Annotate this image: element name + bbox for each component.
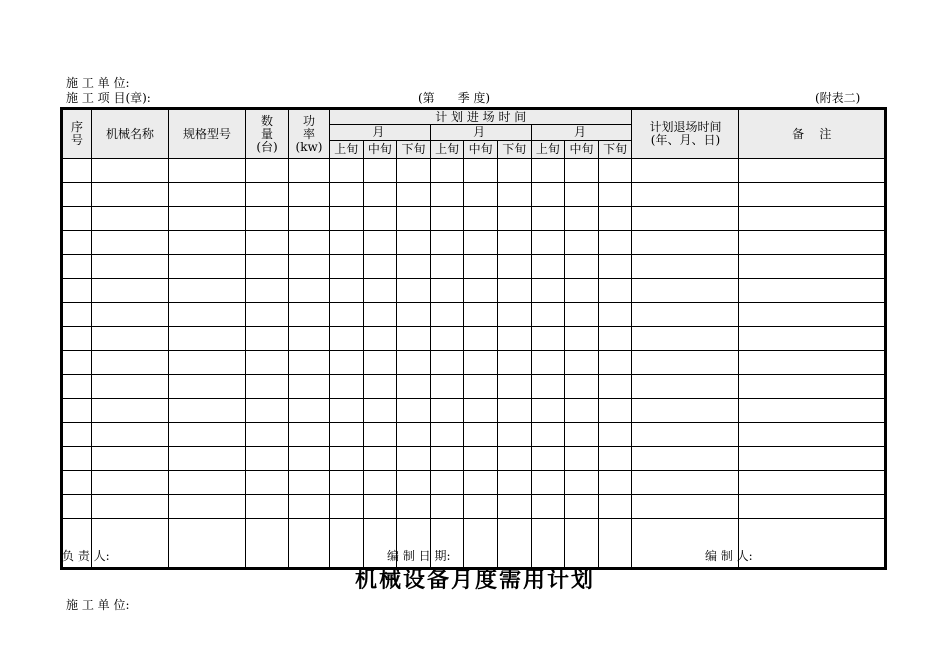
table-cell[interactable]: [289, 519, 330, 569]
table-cell[interactable]: [289, 423, 330, 447]
table-cell[interactable]: [92, 327, 169, 351]
table-cell[interactable]: [246, 255, 289, 279]
table-cell[interactable]: [169, 159, 246, 183]
table-cell[interactable]: [464, 255, 498, 279]
table-cell[interactable]: [397, 351, 431, 375]
table-cell[interactable]: [62, 255, 92, 279]
table-cell[interactable]: [464, 351, 498, 375]
table-cell[interactable]: [565, 303, 599, 327]
header-period-early: 上旬: [430, 141, 464, 159]
table-cell[interactable]: [531, 183, 565, 207]
table-row: [62, 183, 886, 207]
table-cell[interactable]: [330, 447, 364, 471]
table-cell[interactable]: [565, 159, 599, 183]
table-cell[interactable]: [363, 495, 397, 519]
table-cell[interactable]: [430, 231, 464, 255]
table-cell[interactable]: [169, 279, 246, 303]
table-row: [62, 279, 886, 303]
table-cell[interactable]: [62, 447, 92, 471]
table-cell[interactable]: [246, 231, 289, 255]
table-cell[interactable]: [246, 207, 289, 231]
table-row: [62, 327, 886, 351]
table-cell[interactable]: [565, 207, 599, 231]
table-cell[interactable]: [632, 399, 739, 423]
header-period-mid: 中旬: [363, 141, 397, 159]
table-cell[interactable]: [531, 399, 565, 423]
table-cell[interactable]: [289, 255, 330, 279]
table-cell[interactable]: [246, 279, 289, 303]
table-cell[interactable]: [531, 159, 565, 183]
table-cell[interactable]: [497, 183, 531, 207]
table-cell[interactable]: [430, 279, 464, 303]
table-cell[interactable]: [169, 303, 246, 327]
table-cell[interactable]: [169, 231, 246, 255]
table-cell[interactable]: [430, 495, 464, 519]
table-cell[interactable]: [464, 231, 498, 255]
table-cell[interactable]: [464, 207, 498, 231]
table-cell[interactable]: [363, 447, 397, 471]
table-cell[interactable]: [92, 159, 169, 183]
table-cell[interactable]: [363, 327, 397, 351]
table-cell[interactable]: [289, 327, 330, 351]
table-cell[interactable]: [632, 231, 739, 255]
table-cell[interactable]: [246, 375, 289, 399]
table-cell[interactable]: [92, 351, 169, 375]
appendix-label: (附表二): [815, 91, 861, 105]
table-cell[interactable]: [430, 159, 464, 183]
table-cell[interactable]: [464, 447, 498, 471]
table-cell[interactable]: [169, 207, 246, 231]
table-cell[interactable]: [397, 255, 431, 279]
table-cell[interactable]: [565, 255, 599, 279]
table-cell[interactable]: [330, 327, 364, 351]
table-cell[interactable]: [565, 399, 599, 423]
table-cell[interactable]: [739, 423, 886, 447]
header-power: 功 率 (kw): [289, 109, 330, 159]
table-cell[interactable]: [632, 471, 739, 495]
table-cell[interactable]: [565, 519, 599, 569]
table-cell[interactable]: [464, 423, 498, 447]
table-cell[interactable]: [598, 279, 632, 303]
table-cell[interactable]: [739, 495, 886, 519]
table-cell[interactable]: [397, 471, 431, 495]
table-cell[interactable]: [497, 255, 531, 279]
table-cell[interactable]: [565, 495, 599, 519]
table-cell[interactable]: [62, 423, 92, 447]
table-cell[interactable]: [397, 399, 431, 423]
table-cell[interactable]: [397, 279, 431, 303]
table-cell[interactable]: [62, 207, 92, 231]
table-cell[interactable]: [397, 447, 431, 471]
table-cell[interactable]: [531, 303, 565, 327]
table-cell[interactable]: [62, 183, 92, 207]
compiler-label: 编 制 人:: [705, 549, 753, 563]
table-cell[interactable]: [397, 183, 431, 207]
compile-date-label: 编 制 日 期:: [387, 549, 451, 563]
table-cell[interactable]: [397, 327, 431, 351]
table-cell[interactable]: [62, 327, 92, 351]
table-cell[interactable]: [397, 231, 431, 255]
table-cell[interactable]: [363, 279, 397, 303]
table-row: [62, 471, 886, 495]
table-cell[interactable]: [92, 495, 169, 519]
table-cell[interactable]: [497, 207, 531, 231]
table-cell[interactable]: [246, 159, 289, 183]
table-cell[interactable]: [632, 183, 739, 207]
table-cell[interactable]: [497, 471, 531, 495]
table-cell[interactable]: [430, 471, 464, 495]
table-cell[interactable]: [246, 399, 289, 423]
table-cell[interactable]: [531, 351, 565, 375]
table-cell[interactable]: [739, 183, 886, 207]
table-cell[interactable]: [430, 447, 464, 471]
table-cell[interactable]: [363, 231, 397, 255]
table-cell[interactable]: [363, 303, 397, 327]
table-cell[interactable]: [430, 183, 464, 207]
header-machine-name: 机械名称: [92, 109, 169, 159]
table-cell[interactable]: [739, 303, 886, 327]
table-cell[interactable]: [531, 447, 565, 471]
table-cell[interactable]: [565, 423, 599, 447]
table-cell[interactable]: [62, 495, 92, 519]
table-cell[interactable]: [330, 423, 364, 447]
table-cell[interactable]: [289, 399, 330, 423]
table-cell[interactable]: [565, 183, 599, 207]
table-cell[interactable]: [598, 447, 632, 471]
table-row: [62, 207, 886, 231]
table-cell[interactable]: [92, 303, 169, 327]
table-cell[interactable]: [246, 183, 289, 207]
table-cell[interactable]: [330, 279, 364, 303]
table-cell[interactable]: [169, 183, 246, 207]
table-cell[interactable]: [598, 519, 632, 569]
table-cell[interactable]: [363, 351, 397, 375]
table-cell[interactable]: [363, 423, 397, 447]
table-cell[interactable]: [598, 231, 632, 255]
table-cell[interactable]: [739, 159, 886, 183]
table-cell[interactable]: [565, 447, 599, 471]
table-cell[interactable]: [598, 351, 632, 375]
table-cell[interactable]: [397, 303, 431, 327]
header-spec-model: 规格型号: [169, 109, 246, 159]
table-cell[interactable]: [464, 399, 498, 423]
table-cell[interactable]: [330, 495, 364, 519]
table-cell[interactable]: [169, 327, 246, 351]
table-cell[interactable]: [464, 279, 498, 303]
table-cell[interactable]: [632, 327, 739, 351]
table-cell[interactable]: [397, 423, 431, 447]
table-cell[interactable]: [92, 375, 169, 399]
table-cell[interactable]: [497, 447, 531, 471]
table-cell[interactable]: [330, 159, 364, 183]
table-row: [62, 495, 886, 519]
table-cell[interactable]: [739, 231, 886, 255]
table-cell[interactable]: [497, 519, 531, 569]
table-cell[interactable]: [246, 495, 289, 519]
table-cell[interactable]: [62, 279, 92, 303]
table-cell[interactable]: [92, 183, 169, 207]
header-index: 序 号: [62, 109, 92, 159]
bottom-unit-label: 施 工 单 位:: [66, 598, 130, 612]
header-month-2: 月: [430, 125, 531, 141]
header-period-late: 下旬: [497, 141, 531, 159]
table-cell[interactable]: [632, 207, 739, 231]
table-row: [62, 519, 886, 569]
table-cell[interactable]: [565, 351, 599, 375]
table-cell[interactable]: [289, 447, 330, 471]
table-cell[interactable]: [430, 255, 464, 279]
table-cell[interactable]: [289, 231, 330, 255]
table-cell[interactable]: [598, 471, 632, 495]
table-cell[interactable]: [598, 423, 632, 447]
table-cell[interactable]: [246, 351, 289, 375]
table-cell[interactable]: [92, 207, 169, 231]
table-cell[interactable]: [62, 303, 92, 327]
table-cell[interactable]: [632, 375, 739, 399]
table-cell[interactable]: [598, 159, 632, 183]
header-plan-exit-time: 计划退场时间 (年、月、日): [632, 109, 739, 159]
table-row: [62, 375, 886, 399]
header-month-1: 月: [330, 125, 431, 141]
table-cell[interactable]: [330, 351, 364, 375]
header-period-late: 下旬: [598, 141, 632, 159]
table-cell[interactable]: [739, 351, 886, 375]
header-period-mid: 中旬: [565, 141, 599, 159]
table-cell[interactable]: [632, 447, 739, 471]
table-cell[interactable]: [289, 351, 330, 375]
table-cell[interactable]: [531, 327, 565, 351]
table-cell[interactable]: [62, 351, 92, 375]
table-cell[interactable]: [92, 471, 169, 495]
table-cell[interactable]: [169, 351, 246, 375]
table-cell[interactable]: [289, 159, 330, 183]
table-cell[interactable]: [739, 399, 886, 423]
table-cell[interactable]: [632, 159, 739, 183]
quarter-label: (第 季 度): [418, 91, 491, 105]
table-cell[interactable]: [397, 207, 431, 231]
table-cell[interactable]: [169, 423, 246, 447]
table-cell[interactable]: [739, 255, 886, 279]
table-cell[interactable]: [246, 423, 289, 447]
table-cell[interactable]: [598, 183, 632, 207]
header-quantity: 数 量 (台): [246, 109, 289, 159]
table-cell[interactable]: [598, 255, 632, 279]
table-cell[interactable]: [363, 399, 397, 423]
table-cell[interactable]: [497, 327, 531, 351]
table-cell[interactable]: [330, 207, 364, 231]
table-cell[interactable]: [330, 375, 364, 399]
table-cell[interactable]: [497, 303, 531, 327]
table-cell[interactable]: [169, 447, 246, 471]
table-cell[interactable]: [497, 375, 531, 399]
document-title: 机械设备月度需用计划: [354, 567, 595, 593]
table-cell[interactable]: [62, 399, 92, 423]
table-cell[interactable]: [497, 399, 531, 423]
table-cell[interactable]: [464, 519, 498, 569]
table-cell[interactable]: [169, 399, 246, 423]
table-cell[interactable]: [289, 375, 330, 399]
table-cell[interactable]: [565, 471, 599, 495]
table-cell[interactable]: [464, 375, 498, 399]
table-cell[interactable]: [632, 423, 739, 447]
table-cell[interactable]: [169, 255, 246, 279]
table-cell[interactable]: [632, 255, 739, 279]
table-cell[interactable]: [739, 471, 886, 495]
table-row: [62, 231, 886, 255]
table-cell[interactable]: [497, 231, 531, 255]
table-cell[interactable]: [289, 495, 330, 519]
table-cell[interactable]: [598, 399, 632, 423]
table-cell[interactable]: [464, 303, 498, 327]
table-cell[interactable]: [363, 471, 397, 495]
table-cell[interactable]: [430, 399, 464, 423]
table-cell[interactable]: [289, 183, 330, 207]
header-month-3: 月: [531, 125, 632, 141]
table-cell[interactable]: [363, 375, 397, 399]
table-cell[interactable]: [397, 375, 431, 399]
table-cell[interactable]: [565, 231, 599, 255]
table-cell[interactable]: [330, 303, 364, 327]
table-cell[interactable]: [598, 495, 632, 519]
table-cell[interactable]: [497, 495, 531, 519]
table-cell[interactable]: [363, 207, 397, 231]
table-cell[interactable]: [739, 327, 886, 351]
table-cell[interactable]: [565, 327, 599, 351]
table-cell[interactable]: [246, 303, 289, 327]
table-cell[interactable]: [363, 255, 397, 279]
table-cell[interactable]: [289, 471, 330, 495]
table-cell[interactable]: [92, 423, 169, 447]
table-cell[interactable]: [531, 255, 565, 279]
header-period-early: 上旬: [330, 141, 364, 159]
table-cell[interactable]: [169, 375, 246, 399]
table-cell[interactable]: [632, 495, 739, 519]
header-plan-entry-time: 计 划 进 场 时 间: [330, 109, 632, 125]
table-cell[interactable]: [363, 183, 397, 207]
table-cell[interactable]: [531, 519, 565, 569]
table-cell[interactable]: [330, 519, 364, 569]
table-cell[interactable]: [632, 303, 739, 327]
table-cell[interactable]: [330, 255, 364, 279]
table-cell[interactable]: [739, 447, 886, 471]
table-cell[interactable]: [497, 279, 531, 303]
table-cell[interactable]: [246, 519, 289, 569]
header-period-mid: 中旬: [464, 141, 498, 159]
table-cell[interactable]: [497, 351, 531, 375]
table-cell[interactable]: [565, 279, 599, 303]
table-cell[interactable]: [330, 471, 364, 495]
header-period-late: 下旬: [397, 141, 431, 159]
table-cell[interactable]: [531, 279, 565, 303]
table-cell[interactable]: [246, 447, 289, 471]
table-cell[interactable]: [464, 183, 498, 207]
table-cell[interactable]: [598, 207, 632, 231]
table-cell[interactable]: [464, 327, 498, 351]
unit-label: 施 工 单 位:: [66, 76, 130, 90]
table-row: [62, 423, 886, 447]
table-row: [62, 447, 886, 471]
table-cell[interactable]: [598, 375, 632, 399]
table-cell[interactable]: [531, 423, 565, 447]
equipment-plan-table: [60, 107, 887, 570]
table-cell[interactable]: [739, 375, 886, 399]
table-cell[interactable]: [531, 207, 565, 231]
table-cell[interactable]: [632, 351, 739, 375]
table-cell[interactable]: [430, 423, 464, 447]
table-cell[interactable]: [92, 231, 169, 255]
table-cell[interactable]: [92, 399, 169, 423]
table-cell[interactable]: [62, 471, 92, 495]
table-cell[interactable]: [531, 495, 565, 519]
table-cell[interactable]: [430, 375, 464, 399]
header-period-early: 上旬: [531, 141, 565, 159]
table-cell[interactable]: [246, 471, 289, 495]
table-cell[interactable]: [565, 375, 599, 399]
table-cell[interactable]: [497, 423, 531, 447]
header-notes: 备 注: [739, 109, 886, 159]
table-cell[interactable]: [363, 159, 397, 183]
table-cell[interactable]: [464, 471, 498, 495]
table-cell[interactable]: [632, 279, 739, 303]
table-cell[interactable]: [531, 231, 565, 255]
table-cell[interactable]: [62, 159, 92, 183]
table-cell[interactable]: [464, 495, 498, 519]
table-cell[interactable]: [62, 231, 92, 255]
table-cell[interactable]: [739, 519, 886, 569]
table-cell[interactable]: [62, 375, 92, 399]
table-row: [62, 303, 886, 327]
responsible-label: 负 责 人:: [62, 549, 110, 563]
table-cell[interactable]: [464, 159, 498, 183]
table-cell[interactable]: [289, 207, 330, 231]
table-cell[interactable]: [430, 327, 464, 351]
table-cell[interactable]: [598, 303, 632, 327]
table-cell[interactable]: [289, 303, 330, 327]
table-cell[interactable]: [169, 471, 246, 495]
table-cell[interactable]: [169, 519, 246, 569]
table-cell[interactable]: [169, 495, 246, 519]
table-cell[interactable]: [598, 327, 632, 351]
table-cell[interactable]: [246, 327, 289, 351]
table-cell[interactable]: [531, 375, 565, 399]
table-cell[interactable]: [92, 447, 169, 471]
table-row: [62, 399, 886, 423]
table-cell[interactable]: [330, 183, 364, 207]
table-cell[interactable]: [430, 351, 464, 375]
table-cell[interactable]: [430, 207, 464, 231]
table-row: [62, 255, 886, 279]
table-cell[interactable]: [330, 231, 364, 255]
table-cell[interactable]: [330, 399, 364, 423]
table-cell[interactable]: [430, 303, 464, 327]
table-cell[interactable]: [289, 279, 330, 303]
table-cell[interactable]: [497, 159, 531, 183]
table-body: [62, 159, 886, 569]
table-row: [62, 159, 886, 183]
table-cell[interactable]: [92, 255, 169, 279]
table-cell[interactable]: [739, 279, 886, 303]
table-cell[interactable]: [397, 495, 431, 519]
table-row: [62, 351, 886, 375]
table-cell[interactable]: [531, 471, 565, 495]
project-label: 施 工 项 目(章):: [66, 91, 151, 105]
table-cell[interactable]: [397, 159, 431, 183]
table-cell[interactable]: [739, 207, 886, 231]
table-cell[interactable]: [92, 279, 169, 303]
